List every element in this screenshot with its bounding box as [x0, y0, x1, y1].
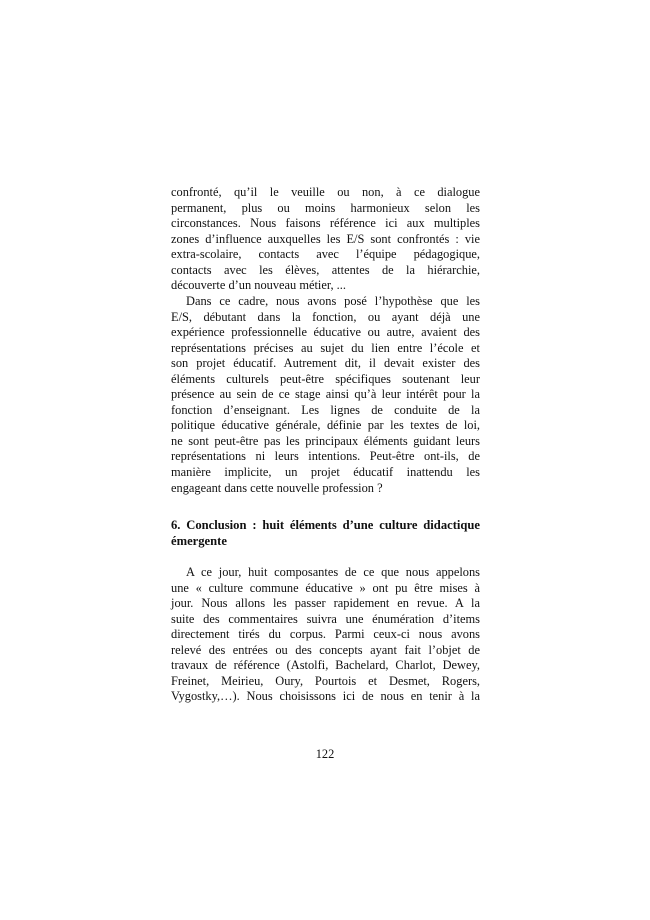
paragraph-1-text — [171, 185, 480, 294]
text-line: politique éducative générale, définie par les textes de loi, — [171, 418, 480, 433]
text-line: une « culture commune éducative » ont pu être mises à — [171, 580, 480, 595]
text-line: Dans ce cadre, nous avons posé l’hypothèse que les — [186, 294, 480, 308]
text-line: engageant dans cette nouvelle profession ? — [171, 480, 383, 495]
text-line: présence au sein de ce stage ainsi qu’à leur intérêt pour la — [171, 387, 480, 402]
text-line: son projet éducatif. Autrement dit, il devait exister des — [171, 356, 480, 371]
paragraph-2 — [171, 294, 480, 496]
paragraph-1 — [171, 185, 480, 294]
paragraph-3-text — [171, 565, 480, 705]
text-line: découverte d’un nouveau métier, ... — [171, 278, 346, 293]
text-line: contacts avec les élèves, attentes de la hiérarchie, — [171, 262, 480, 277]
text-line: représentations ni leurs intentions. Peut-être ont-ils, de — [171, 449, 480, 464]
text-line: Freinet, Meirieu, Oury, Pourtois et Desmet, Rogers, — [171, 673, 480, 688]
paragraph-2-text — [171, 294, 480, 496]
text-line: A ce jour, huit composantes de ce que nous appelons — [186, 565, 480, 579]
text-line: zones d’influence auxquelles les E/S sont confrontés : vie — [171, 231, 480, 246]
text-line: manière implicite, un projet éducatif inattendu les — [171, 465, 480, 480]
text-line: directement tirés du corpus. Parmi ceux-ci nous avons — [171, 627, 480, 642]
text-line: Vygostky,…). Nous choisissons ici de nous en tenir à la — [171, 689, 480, 704]
text-line: confronté, qu’il le veuille ou non, à ce dialogue — [171, 185, 480, 199]
section-heading-text — [171, 518, 480, 549]
text-line: E/S, débutant dans la fonction, ou ayant déjà une — [171, 309, 480, 324]
text-line: éléments culturels peut-être spécifiques soutenant leur — [171, 371, 480, 386]
text-line: relevé des entrées ou des concepts ayant fait l’objet de — [171, 642, 480, 657]
text-line: circonstances. Nous faisons référence ici aux multiples — [171, 216, 480, 231]
text-line: fonction d’enseignant. Les lignes de conduite de la — [171, 402, 480, 417]
text-line: expérience professionnelle éducative ou autre, avaient des — [171, 325, 480, 340]
paragraph-3 — [171, 565, 480, 705]
text-line: suite des commentaires suivra une énumération d’items — [171, 611, 480, 626]
heading-line: 6. Conclusion : huit éléments d’une culture didactique — [171, 518, 480, 532]
text-line: permanent, plus ou moins harmonieux selon les — [171, 200, 480, 215]
text-line: extra-scolaire, contacts avec l’équipe pédagogique, — [171, 247, 480, 262]
text-line: ne sont peut-être pas les principaux éléments guidant leurs — [171, 433, 480, 448]
heading-line: émergente — [171, 533, 227, 548]
text-line: représentations précises au sujet du lien entre l’école et — [171, 340, 480, 355]
text-line: travaux de référence (Astolfi, Bachelard, Charlot, Dewey, — [171, 658, 480, 673]
section-heading — [171, 518, 480, 549]
text-line: jour. Nous allons les passer rapidement en revue. A la — [171, 596, 480, 611]
page-number: 122 — [315, 747, 335, 761]
